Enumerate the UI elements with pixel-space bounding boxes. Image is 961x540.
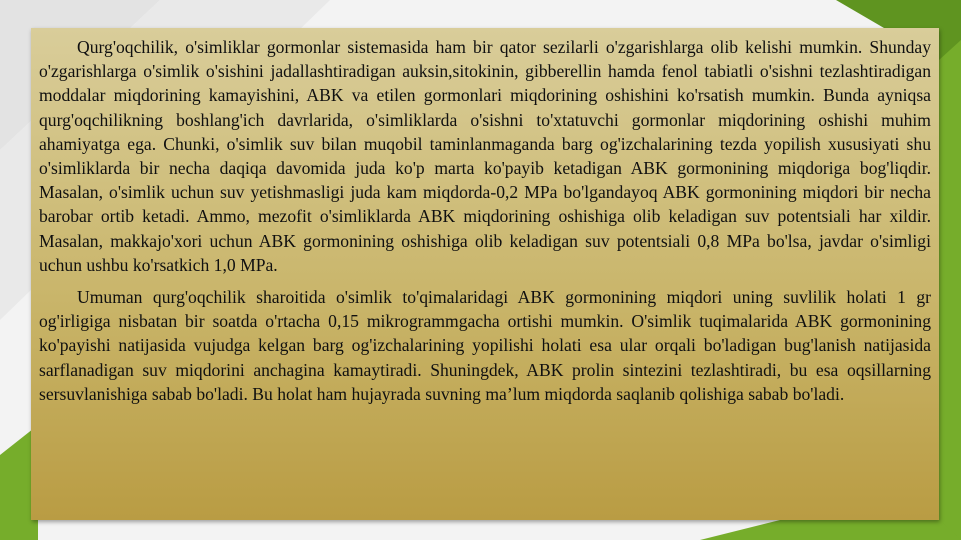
text-content-box <box>31 28 939 520</box>
green-accent-bottom <box>700 520 961 540</box>
paragraph-drought-hormones: Qurg'oqchilik, o'simliklar gormonlar sistemasida ham bir qator sezilarli o'zgarishlarga olib kelishi mumkin. Shunday o'zgarishlarga o'simlik o'sishini jadallashtiradigan auksin,sitokinin, gibberellin hamda fenol tabiatli o'sishni tezlashtiradigan moddalar miqdorining kamayishini, ABK va etilen gormonlari miqdorining oshishini ko'rsatish mumkin. Bunda ayniqsa qurg'oqchilikning boshlang'ich davrlarida, o'simliklarda o'sishni to'xtatuvchi gormonlar miqdorining oshishi muhim ahamiyatga ega. Chunki, o'simlik suv bilan muqobil taminlanmaganda barg og'izchalarining tezda yopilish xususiyati shu o'simliklarda bir necha daqiqa davomida juda ko'p marta ko'payib ketadigan ABK gormonining miqdoriga bog'liqdir. Masalan, o'simlik uchun suv yetishmasligi juda kam miqdorda-0,2 MPa bo'lgandayoq ABK gormonining miqdori bir necha barobar ortib ketadi. Ammo, mezofit o'simliklarda ABK miqdorining oshishiga olib keladigan suv potentsiali har xildir. Masalan, makkajo'xori uchun ABK gormonining oshishiga olib keladigan suv potentsiali 0,8 MPa bo'lsa, javdar o'simligi uchun ushbu ko'rsatkich 1,0 MPa. <box>39 37 931 275</box>
paragraph-abk-accumulation: Umuman qurg'oqchilik sharoitida o'simlik to'qimalaridagi ABK gormonining miqdori uning suvlilik holati 1 gr og'irligiga nisbatan bir soatda o'rtacha 0,15 mikrogrammgacha ortishi mumkin. O'simlik tuqimalarida ABK gormonining ko'payishi natijasida vujudga kelgan barg og'izchalarining yopilishi holati esa ular orqali bo'ladigan bug'lanish natijasida sarflanadigan suv miqdorini anchagina kamaytiradi. Shuningdek, ABK prolin sintezini tezlashtiradi, bu esa oqsillarning sersuvlanishiga sabab bo'ladi. Bu holat ham hujayrada suvning ma’lum miqdorda saqlanib qolishiga sabab bo'ladi. <box>39 287 931 404</box>
